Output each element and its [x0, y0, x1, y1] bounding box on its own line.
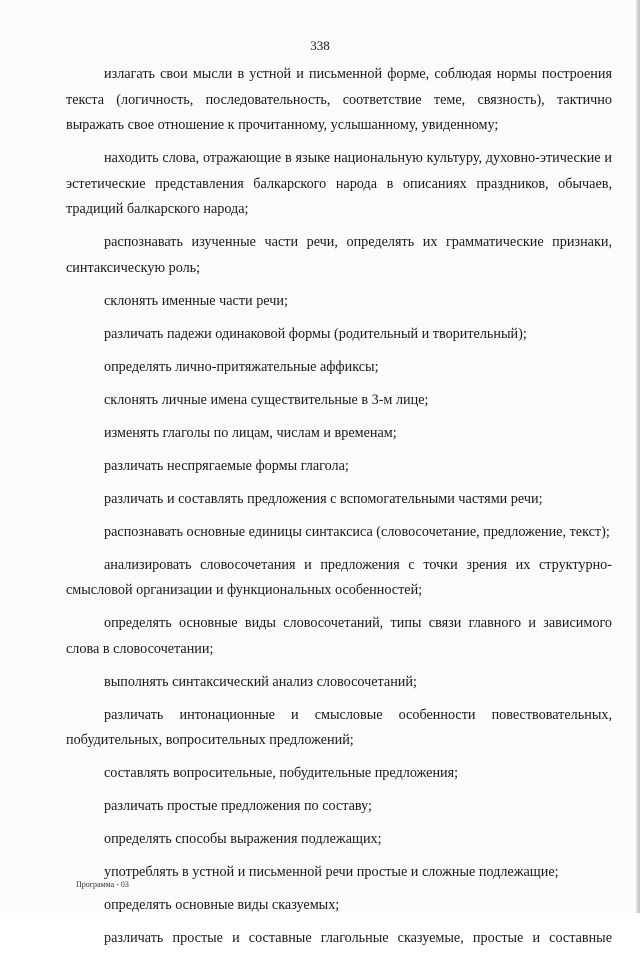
scan-edge [636, 0, 640, 913]
page-number: 338 [310, 38, 330, 53]
paragraph: склонять именные части речи; [104, 292, 288, 309]
page-body [66, 62, 612, 959]
paragraph: находить слова, отражающие в языке национальную культуру, духовно-этические и эстетические представления балкарского народа в описаниях праздников, обычаев, традиций балкарского народа; [66, 150, 612, 217]
paragraph: определять основные виды сказуемых; [104, 897, 340, 913]
paragraph: различать простые и составные глагольные сказуемые, простые и составные [104, 930, 612, 946]
paragraph: распознавать основные единицы синтаксиса (словосочетание, предложение, текст); [104, 523, 610, 540]
paragraph: определять основные виды словосочетаний, типы связи главного и зависимого слова в словосочетании; [66, 615, 612, 657]
paragraph: определять лично-притяжательные аффиксы; [104, 358, 379, 375]
paragraph: определять способы выражения подлежащих; [104, 831, 382, 847]
paragraph: анализировать словосочетания и предложения с точки зрения их структурно-смысловой организации и функциональных особенностей; [66, 556, 612, 598]
paragraph: излагать свои мысли в устной и письменной форме, соблюдая нормы построения текста (логичность, последовательность, соответствие теме, связность), тактично выражать свое отношение к прочитанному, услышанному, увиденному; [66, 66, 612, 133]
paragraph: различать неспрягаемые формы глагола; [104, 457, 349, 474]
paragraph: склонять личные имена существительные в 3-м лице; [104, 391, 429, 408]
paragraph: распознавать изученные части речи, определять их грамматические признаки, синтаксическую роль; [66, 234, 612, 276]
paragraph: составлять вопросительные, побудительные предложения; [104, 765, 459, 781]
paragraph: различать падежи одинаковой формы (родительный и творительный); [104, 325, 527, 342]
paragraph: употреблять в устной и письменной речи простые и сложные подлежащие; [104, 864, 559, 880]
footer-label: Программа - 03 [76, 880, 129, 889]
paragraph: изменять глаголы по лицам, числам и временам; [104, 424, 397, 441]
paragraph: различать простые предложения по составу; [104, 798, 372, 814]
paragraph: различать и составлять предложения с вспомогательными частями речи; [104, 490, 543, 507]
paragraph: выполнять синтаксический анализ словосочетаний; [104, 673, 417, 690]
paragraph: различать интонационные и смысловые особенности повествовательных, побудительных, вопросительных предложений; [66, 706, 612, 748]
